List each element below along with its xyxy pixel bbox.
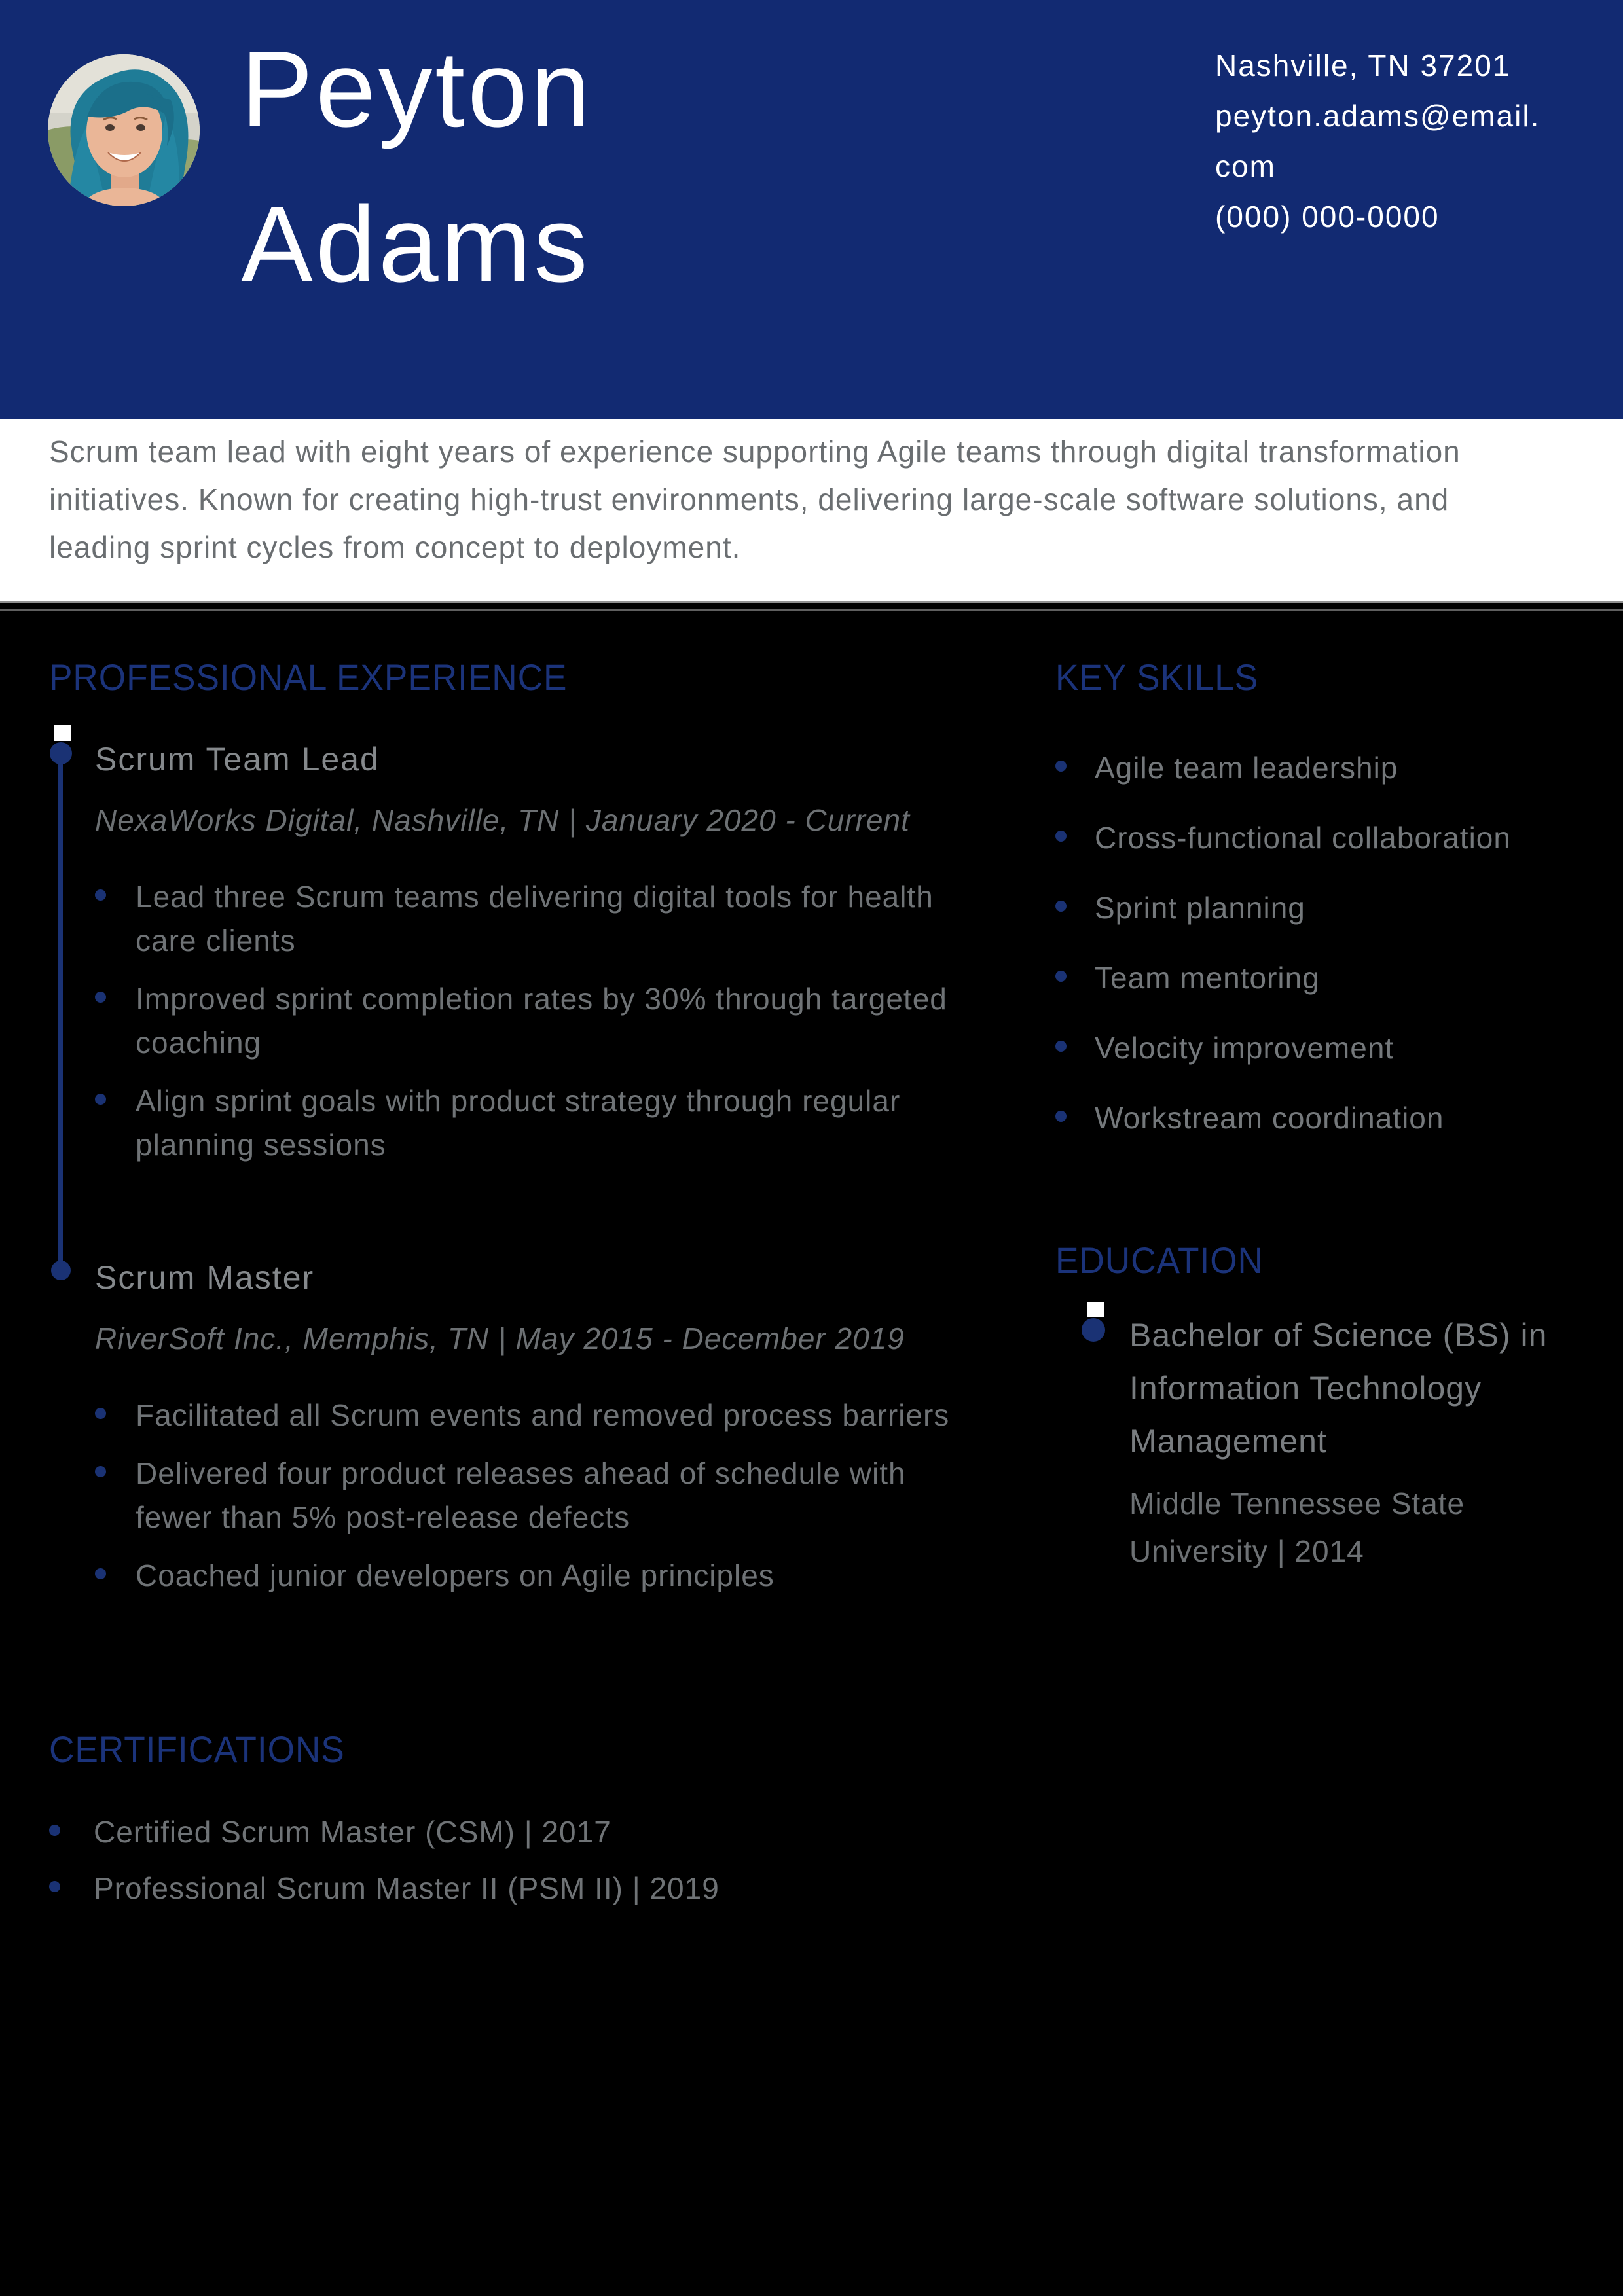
education-entry bbox=[1129, 1309, 1561, 1575]
section-heading-experience: PROFESSIONAL EXPERIENCE bbox=[49, 656, 568, 698]
skill-item: Cross-functional collaboration bbox=[1055, 816, 1514, 860]
job-title: Scrum Team Lead bbox=[95, 741, 380, 778]
contact-phone: (000) 000-0000 bbox=[1215, 200, 1440, 234]
skills-list bbox=[1055, 746, 1514, 1166]
bullet-item: Align sprint goals with product strategy through regular planning sessions bbox=[95, 1079, 974, 1167]
bullet-item: Lead three Scrum teams delivering digital tools for health care clients bbox=[95, 875, 974, 963]
name-last: Adams bbox=[241, 184, 591, 304]
contact-block bbox=[1215, 41, 1542, 242]
page-title-name bbox=[241, 12, 593, 322]
timeline-square-icon bbox=[54, 725, 71, 741]
bullet-item: Facilitated all Scrum events and removed process barriers bbox=[95, 1393, 974, 1437]
education-square-icon bbox=[1087, 1302, 1104, 1317]
divider-line bbox=[0, 609, 1623, 611]
header bbox=[0, 0, 1623, 419]
skill-item: Sprint planning bbox=[1055, 886, 1514, 930]
job-meta: RiverSoft Inc., Memphis, TN | May 2015 - December 2019 bbox=[95, 1321, 905, 1355]
bullet-item: Improved sprint completion rates by 30% through targeted coaching bbox=[95, 977, 974, 1065]
job-bullets bbox=[95, 875, 972, 1167]
skill-item: Velocity improvement bbox=[1055, 1026, 1514, 1070]
contact-location: Nashville, TN 37201 bbox=[1215, 48, 1511, 82]
divider-line bbox=[0, 601, 1623, 603]
skill-item: Agile team leadership bbox=[1055, 746, 1514, 790]
section-heading-skills: KEY SKILLS bbox=[1055, 656, 1259, 698]
job-entry bbox=[95, 1258, 972, 1612]
skill-item: Team mentoring bbox=[1055, 956, 1514, 1000]
job-entry bbox=[95, 740, 972, 1181]
name-first: Peyton bbox=[241, 29, 593, 149]
education-school: Middle Tennessee State University | 2014 bbox=[1129, 1486, 1465, 1568]
skill-item: Workstream coordination bbox=[1055, 1096, 1514, 1140]
bullet-item: Delivered four product releases ahead of schedule with fewer than 5% post-release defects bbox=[95, 1452, 974, 1539]
cert-item: Certified Scrum Master (CSM) | 2017 bbox=[49, 1810, 1010, 1854]
cert-item: Professional Scrum Master II (PSM II) | 2019 bbox=[49, 1867, 1010, 1910]
summary-text: Scrum team lead with eight years of experience supporting Agile teams through digital transformation initiatives. Known for creating high-trust environments, delivering large-scale software solutions, and leading sprint cycles from concept to deployment. bbox=[49, 435, 1461, 564]
section-heading-education: EDUCATION bbox=[1055, 1240, 1264, 1281]
education-degree: Bachelor of Science (BS) in Information Technology Management bbox=[1129, 1317, 1548, 1460]
avatar bbox=[48, 54, 200, 206]
timeline-dot-icon bbox=[51, 1261, 71, 1280]
job-meta: NexaWorks Digital, Nashville, TN | January 2020 - Current bbox=[95, 803, 910, 837]
education-dot-icon bbox=[1082, 1318, 1105, 1342]
section-heading-certifications: CERTIFICATIONS bbox=[49, 1729, 345, 1770]
contact-email: peyton.adams@email.com bbox=[1215, 99, 1541, 183]
job-title: Scrum Master bbox=[95, 1259, 315, 1296]
timeline-dot-icon bbox=[50, 742, 72, 764]
bullet-item: Coached junior developers on Agile principles bbox=[95, 1554, 974, 1598]
body-section bbox=[0, 601, 1623, 2296]
certifications-list bbox=[49, 1810, 1010, 1923]
summary-section bbox=[0, 419, 1623, 601]
timeline-line bbox=[58, 764, 63, 1261]
job-bullets bbox=[95, 1393, 972, 1598]
profile-photo-icon bbox=[48, 54, 200, 206]
